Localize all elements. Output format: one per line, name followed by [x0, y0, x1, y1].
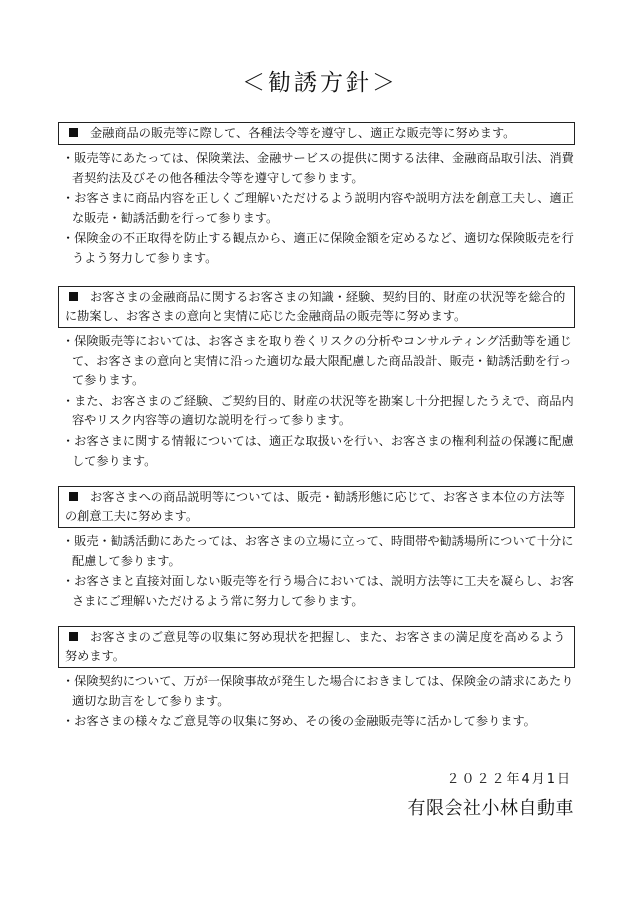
section-heading: [58, 486, 575, 528]
square-bullet-icon: [69, 292, 78, 301]
issue-date: ２０２２年4月1日: [446, 772, 572, 787]
page-title: ＜勧誘方針＞: [242, 70, 398, 96]
list-item: ・販売・勧誘活動にあたっては、お客さまの立場に立って、時間帯や勧誘場所について十分に配慮して参ります。: [62, 534, 574, 568]
section-items: [58, 672, 575, 732]
section-heading-text: お客さまへの商品説明等については、販売・勧誘形態に応じて、お客さま本位の方法等の創意工夫に努めます。: [65, 490, 565, 523]
section-heading: [58, 122, 575, 145]
section-heading: [58, 626, 575, 668]
list-item: ・保険販売等においては、お客さまを取り巻くリスクの分析やコンサルティング活動等を通じて、お客さまの意向と実情に沿った適切な最大限配慮した商品設計、販売・勧誘活動を行って参ります。: [62, 334, 572, 388]
section-heading-text: お客さまの金融商品に関するお客さまの知識・経験、契約目的、財産の状況等を総合的に勘案し、お客さまの意向と実情に応じた金融商品の販売等に努めます。: [65, 290, 566, 323]
section-heading: [58, 286, 575, 328]
section-heading-text: 金融商品の販売等に際して、各種法令等を遵守し、適正な販売等に努めます。: [90, 126, 516, 140]
policy-section-4: [58, 626, 575, 733]
policy-section-3: [58, 486, 575, 612]
list-item: ・販売等にあたっては、保険業法、金融サービスの提供に関する法律、金融商品取引法、消費者契約法及びその他各種法令等を遵守して参ります。: [62, 151, 574, 185]
list-item: ・また、お客さまのご経験、ご契約目的、財産の状況等を勘案し十分把握したうえで、商品内容やリスク内容等の適切な説明を行って参ります。: [62, 393, 574, 428]
section-items: [58, 332, 575, 471]
section-items: [58, 532, 575, 611]
square-bullet-icon: [69, 632, 78, 641]
list-item: ・お客さまに商品内容を正しくご理解いただけるよう説明内容や説明方法を創意工夫し、適正な販売・勧誘活動を行って参ります。: [62, 191, 574, 225]
list-item: ・お客さまと直接対面しない販売等を行う場合においては、説明方法等に工夫を凝らし、お客さまにご理解いただけるよう常に努力して参ります。: [62, 574, 574, 608]
policy-section-1: [58, 122, 575, 270]
section-heading-text: お客さまのご意見等の収集に努め現状を把握し、また、お客さまの満足度を高めるよう努めます。: [65, 630, 566, 663]
list-item: ・お客さまの様々なご意見等の収集に努め、その後の金融販売等に活かして参ります。: [62, 714, 536, 729]
list-item: ・保険金の不正取得を防止する観点から、適正に保険金額を定めるなど、適切な保険販売を行うよう努力して参ります。: [62, 231, 574, 265]
square-bullet-icon: [69, 128, 78, 137]
list-item: ・保険契約について、万が一保険事故が発生した場合におきましては、保険金の請求にあたり適切な助言をして参ります。: [62, 674, 574, 708]
section-items: [58, 149, 575, 269]
company-name: 有限会社小林自動車: [407, 798, 574, 819]
policy-section-2: [58, 286, 575, 472]
list-item: ・お客さまに関する情報については、適正な取扱いを行い、お客さまの権利利益の保護に配慮して参ります。: [62, 433, 574, 468]
square-bullet-icon: [69, 492, 78, 501]
